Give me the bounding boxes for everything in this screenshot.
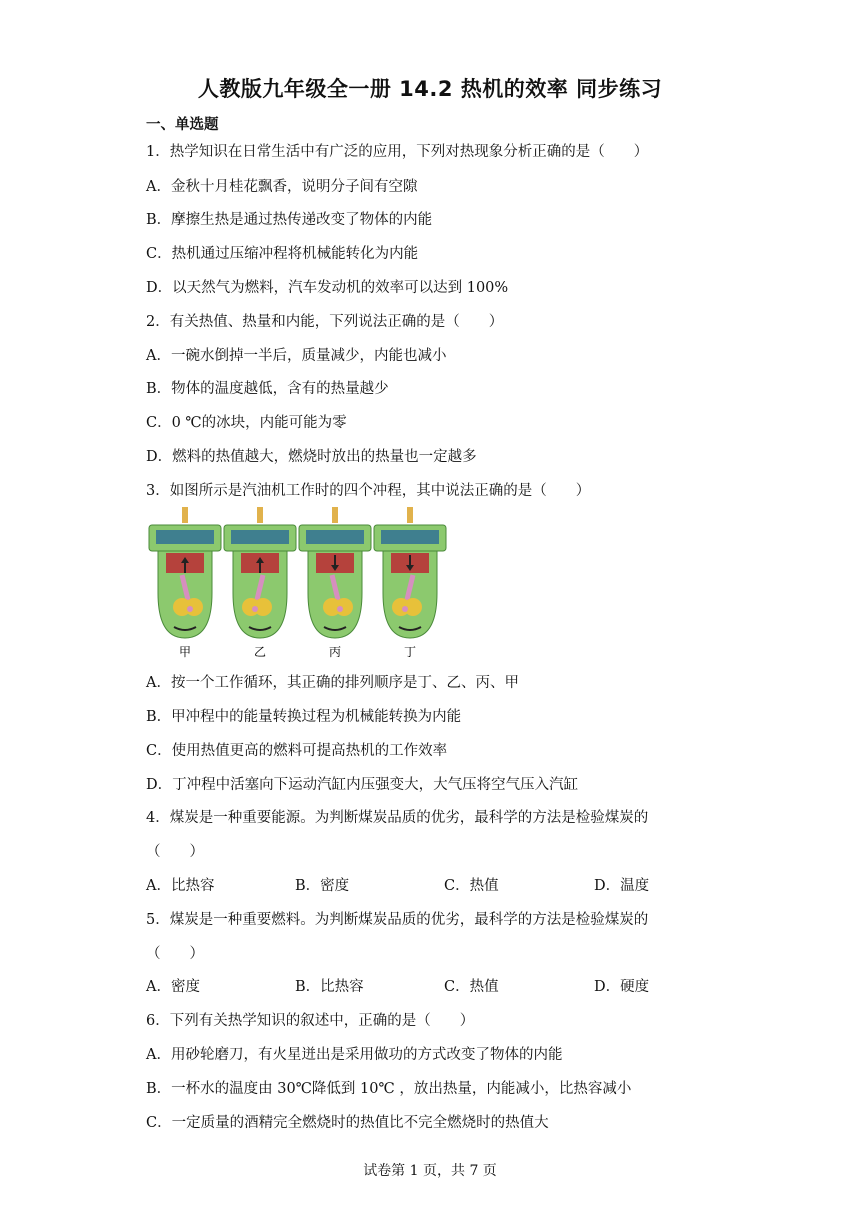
figure-label-ding: 丁 — [403, 645, 417, 659]
question-4-option-d: D．温度 — [594, 878, 650, 894]
question-5-option-c: C．热值 — [444, 979, 499, 995]
figure-label-yi: 乙 — [253, 645, 267, 659]
question-3-stem: 3．如图所示是汽油机工作时的四个冲程，其中说法正确的是（ ） — [146, 483, 591, 499]
question-5-option-a: A．密度 — [146, 979, 200, 995]
figure-label-jia: 甲 — [178, 645, 192, 659]
question-3-option-c: C．使用热值更高的燃料可提高热机的工作效率 — [146, 743, 448, 759]
spark-plug-icon — [332, 507, 338, 523]
question-5-stem-cont: （ ） — [146, 946, 204, 962]
question-5-option-b: B．比热容 — [295, 979, 364, 995]
figure-label-bing: 丙 — [328, 645, 342, 659]
spark-plug-icon — [257, 507, 263, 523]
spark-plug-icon — [407, 507, 413, 523]
question-6-option-a: A．用砂轮磨刀，有火星迸出是采用做功的方式改变了物体的内能 — [146, 1047, 563, 1063]
question-2-stem: 2．有关热值、热量和内能，下列说法正确的是（ ） — [146, 314, 504, 330]
question-6-stem: 6．下列有关热学知识的叙述中，正确的是（ ） — [146, 1013, 475, 1029]
question-1-option-c: C．热机通过压缩冲程将机械能转化为内能 — [146, 246, 419, 262]
question-2-option-a: A．一碗水倒掉一半后，质量减少，内能也减小 — [146, 348, 447, 364]
engine-strokes-svg — [144, 503, 464, 663]
question-2-option-b: B．物体的温度越低，含有的热量越少 — [146, 381, 389, 397]
question-4-option-b: B．密度 — [295, 878, 350, 894]
question-2-option-c: C．0 ℃的冰块，内能可能为零 — [146, 415, 347, 431]
section-heading: 一、单选题 — [146, 117, 219, 133]
question-4-stem-cont: （ ） — [146, 844, 204, 860]
question-1-option-a: A．金秋十月桂花飘香，说明分子间有空隙 — [146, 179, 418, 195]
question-1-stem: 1．热学知识在日常生活中有广泛的应用，下列对热现象分析正确的是（ ） — [146, 144, 649, 160]
question-4-option-c: C．热值 — [444, 878, 499, 894]
question-5-stem: 5．煤炭是一种重要燃料。为判断煤炭品质的优劣，最科学的方法是检验煤炭的 — [146, 912, 649, 928]
question-4-option-a: A．比热容 — [146, 878, 215, 894]
spark-plug-icon — [182, 507, 188, 523]
engine-strokes-figure — [144, 503, 464, 663]
engine-bing — [299, 507, 371, 638]
question-3-option-b: B．甲冲程中的能量转换过程为机械能转换为内能 — [146, 709, 462, 725]
question-6-option-c: C．一定质量的酒精完全燃烧时的热值比不完全燃烧时的热值大 — [146, 1115, 549, 1131]
question-3-option-a: A．按一个工作循环，其正确的排列顺序是丁、乙、丙、甲 — [146, 675, 519, 691]
question-5-option-d: D．硬度 — [594, 979, 650, 995]
engine-ding — [374, 507, 446, 638]
engine-yi — [224, 507, 296, 638]
question-2-option-d: D．燃料的热值越大，燃烧时放出的热量也一定越多 — [146, 449, 477, 465]
engine-jia — [149, 507, 221, 638]
question-6-option-b: B．一杯水的温度由 30℃降低到 10℃ ，放出热量，内能减小，比热容减小 — [146, 1081, 632, 1097]
question-1-option-b: B．摩擦生热是通过热传递改变了物体的内能 — [146, 212, 433, 228]
question-3-option-d: D．丁冲程中活塞向下运动汽缸内压强变大，大气压将空气压入汽缸 — [146, 777, 579, 793]
page-footer: 试卷第 1 页，共 7 页 — [363, 1163, 497, 1179]
question-1-option-d: D．以天然气为燃料，汽车发动机的效率可以达到 100% — [146, 280, 509, 296]
question-4-stem: 4．煤炭是一种重要能源。为判断煤炭品质的优劣，最科学的方法是检验煤炭的 — [146, 810, 649, 826]
page-title: 人教版九年级全一册 14.2 热机的效率 同步练习 — [197, 77, 663, 101]
